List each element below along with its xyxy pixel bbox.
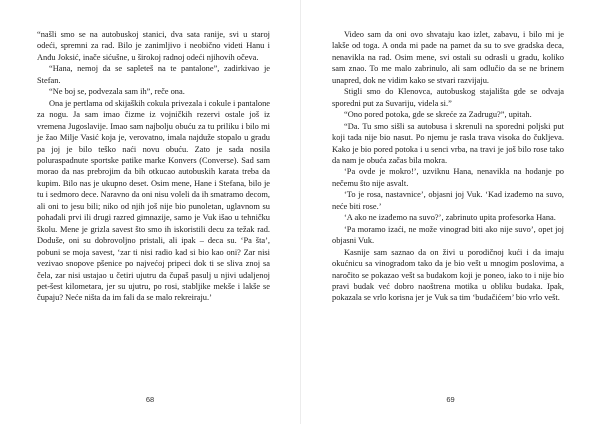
paragraph: Kasnije sam saznao da on živi u porodičnoj kući i da imaju okućnicu sa vinogradom tako da je bio vešt u mnogim poslovima, a naročito se pokazao vešt sa budakom koji je poneo, iako to i nije bio pravi budak već dobro naoštrena motika u obliku budaka. Ipak, pokazala se vrlo korisna jer je Vuk sa tim ‘budačićem’ bio vrlo vešt. — [332, 247, 564, 303]
paragraph: “Da. Tu smo sišli sa autobusa i skrenuli na sporedni poljski put koji tada nije bio nasut. Po njemu je rasla trava visoka do čukljeva. Kako je bio pored potoka i u senci vrba, na travi je još bilo rose tako da nam je obuća začas bila mokra. — [332, 121, 564, 165]
paragraph: ‘Pa ovde je mokro!’, uzviknu Hana, nenavikla na hodanje po nečemu što nije asvalt. — [332, 167, 564, 188]
right-page — [300, 0, 600, 424]
paragraph: Ona je pertlama od skijaških cokula privezala i cokule i pantalone za nogu. Ja sam imao čizme iz vojničkih rezervi ostale još iz vremena Jugoslavije. Imao sam najbolju obuću za tu priliku i bilo mi je žao Milje Vasić koja je, verovatno, imala najduže stopalo u gradu pa joj je bilo teško naći novu obuću. Zato je sada nosila poluraspadnute sportske patike marke Konvers (Converse). Sad sam morao da nas prebrojim da bih otkucao autobuskih karata treba da kupim. Bilo nas je ukupno deset. Osim mene, Hane i Stefana, bilo je tu i sedmoro dece. Naravno da oni nisu voleli da ih smatramo decom, ali oni to jesu bili; niko od njih još nije bio punoletan, uglavnom su pohađali prvi ili drugi razred gimnazije, samo je Vuk išao u tehničku školu. Mene je grizla savest što smo ih iskoristili decu za težak rad. Doduše, oni su dobrovoljno pristali, ali ipak – deca su. ‘Pa šta’, pobuni se moja savest, ‘zar ti nisi radio kad si bio kao oni? Zar nisi vezivao snopove pšenice po najvećoj pripeci dok ti se sliva znoj sa čela, zar nisi ustajao u četiri ujutru da čupaš pasulj u njivi udaljenoj pet-šest kilometara, jer su ujutru, po rosi, stabljike mekše i lakše se čupaju? Neće ništa da im fali da se malo rekreiraju.’ — [37, 98, 270, 303]
paragraph: “Ne boj se, podvezala sam ih”, reče ona. — [49, 87, 185, 97]
paragraph: ‘Pa moramo izaći, ne može vinograd biti ako nije suvo’, opet joj objasni Vuk. — [332, 224, 564, 246]
paragraph: “našli smo se na autobuskoj stanici, dva sata ranije, svi u staroj odeći, spremni za rad. Bilo je zanimljivo i neobično videti Hanu i Anđu Joksić, inače sićušne, u širokoj radnoj odeći njihovih očeva. — [37, 30, 270, 62]
right-page-text — [332, 29, 564, 304]
paragraph: Video sam da oni ovo shvataju kao izlet, zabavu, i bilo mi je lakše od toga. A onda mi pade na pamet da su to sve gradska deca, nenavikla na rad. Osim mene, svi ostali su odrasli u gradu, koliko sam znao. To me malo zabrinulo, ali sam odlučio da se ne brinem unapred, dok ne vidim kako se stvari razvijaju. — [332, 30, 564, 85]
paragraph: ‘A ako ne izađemo na suvo?’, zabrinuto upita profesorka Hana. — [344, 213, 556, 223]
paragraph: “Hana, nemoj da se sapleteš na te pantalone”, zadirkivao je Stefan. — [37, 64, 270, 85]
page-number: 68 — [145, 395, 155, 404]
page-number: 69 — [446, 395, 455, 404]
paragraph: “Ono pored potoka, gde se skreće za Zadrugu?”, upitah. — [344, 110, 532, 120]
left-page-text — [37, 29, 270, 304]
paragraph: ‘To je rosa, nastavnice’, objasni joj Vuk. ‘Kad izađemo na suvo, neće biti rose.’ — [332, 190, 564, 211]
paragraph: Stigli smo do Klenovca, autobuskog stajališta gde se odvaja sporedni put za Suvariju, videla si.” — [332, 87, 564, 108]
